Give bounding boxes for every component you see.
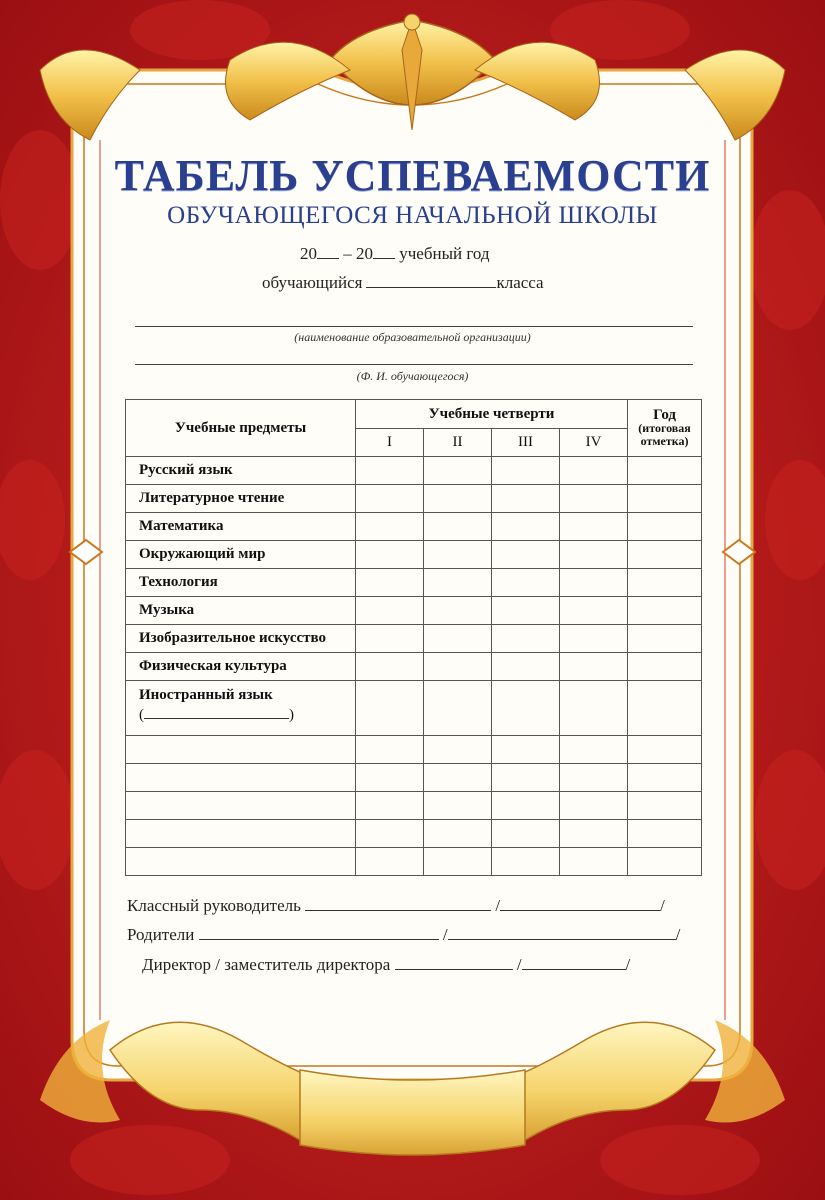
grade-cell[interactable] — [356, 653, 424, 681]
grade-cell[interactable] — [492, 457, 560, 485]
grade-cell[interactable] — [424, 625, 492, 653]
school-year-line — [300, 244, 490, 264]
grade-cell[interactable] — [356, 681, 424, 736]
director-signature-line — [142, 955, 630, 975]
grade-cell[interactable] — [356, 820, 424, 848]
table-row — [126, 597, 702, 625]
year-start-blank[interactable] — [317, 244, 339, 259]
parents-signature-line — [127, 925, 680, 945]
table-row — [126, 457, 702, 485]
grade-cell[interactable] — [628, 681, 702, 736]
year-header-note: (итоговая отметка) — [638, 420, 691, 448]
grades-table — [125, 399, 702, 876]
grade-cell[interactable] — [492, 820, 560, 848]
grade-cell[interactable] — [492, 653, 560, 681]
grade-cell[interactable] — [628, 653, 702, 681]
quarter-4-header: IV — [560, 429, 628, 457]
grade-cell[interactable] — [424, 485, 492, 513]
class-prefix: обучающийся — [262, 273, 363, 292]
class-line — [262, 273, 544, 293]
grade-cell[interactable] — [628, 848, 702, 876]
subject-label: Окружающий мир — [126, 541, 356, 569]
table-row — [126, 681, 702, 736]
year-header-label: Год — [653, 406, 676, 423]
grade-cell[interactable] — [356, 736, 424, 764]
subject-blank-cell[interactable] — [126, 792, 356, 820]
grade-cell[interactable] — [628, 820, 702, 848]
class-blank[interactable] — [366, 273, 496, 288]
table-row-empty — [126, 848, 702, 876]
quarter-1-header: I — [356, 429, 424, 457]
language-blank[interactable] — [144, 704, 289, 719]
grade-cell[interactable] — [424, 653, 492, 681]
year-end-blank[interactable] — [373, 244, 395, 259]
paren-close: ) — [289, 707, 294, 723]
subject-blank-cell[interactable] — [126, 848, 356, 876]
table-row-empty — [126, 792, 702, 820]
separator: / — [516, 955, 522, 974]
document-title: ТАБЕЛЬ УСПЕВАЕМОСТИ — [114, 151, 711, 200]
year-header — [628, 400, 702, 457]
grade-cell[interactable] — [424, 736, 492, 764]
grade-cell[interactable] — [492, 792, 560, 820]
grade-cell[interactable] — [356, 848, 424, 876]
document-subtitle: ОБУЧАЮЩЕГОСЯ НАЧАЛЬНОЙ ШКОЛЫ — [167, 202, 658, 229]
grade-cell[interactable] — [628, 764, 702, 792]
grade-cell[interactable] — [560, 485, 628, 513]
subject-label: Русский язык — [126, 457, 356, 485]
grade-cell[interactable] — [560, 820, 628, 848]
grade-cell[interactable] — [560, 541, 628, 569]
foreign-language-label: Иностранный язык — [139, 687, 273, 703]
separator: / — [442, 925, 448, 944]
year-suffix: учебный год — [399, 244, 490, 263]
grade-cell[interactable] — [628, 485, 702, 513]
grade-cell[interactable] — [628, 792, 702, 820]
grade-cell[interactable] — [356, 457, 424, 485]
grade-cell[interactable] — [356, 597, 424, 625]
teacher-signature-line — [127, 896, 665, 916]
grade-cell[interactable] — [492, 681, 560, 736]
separator: / — [660, 896, 665, 915]
director-label: Директор / заместитель директора — [142, 955, 391, 974]
director-name-blank[interactable] — [522, 955, 626, 970]
grade-cell[interactable] — [424, 681, 492, 736]
teacher-name-blank[interactable] — [500, 896, 660, 911]
quarter-2-header: II — [424, 429, 492, 457]
grade-cell[interactable] — [356, 792, 424, 820]
grade-cell[interactable] — [424, 457, 492, 485]
foreign-language-name-field[interactable] — [139, 704, 355, 724]
table-row — [126, 513, 702, 541]
grade-cell[interactable] — [356, 764, 424, 792]
class-suffix: класса — [496, 273, 544, 292]
subject-blank-cell[interactable] — [126, 820, 356, 848]
org-caption: (наименование образовательной организации) — [294, 330, 531, 344]
grade-cell[interactable] — [424, 764, 492, 792]
grade-cell[interactable] — [424, 569, 492, 597]
parents-name-blank[interactable] — [448, 925, 676, 940]
quarters-header: Учебные четверти — [356, 400, 628, 429]
grade-cell[interactable] — [628, 513, 702, 541]
separator: / — [495, 896, 501, 915]
grade-cell[interactable] — [560, 681, 628, 736]
separator: / — [675, 925, 681, 944]
grade-cell[interactable] — [356, 485, 424, 513]
grade-cell[interactable] — [628, 597, 702, 625]
student-caption: (Ф. И. обучающегося) — [356, 369, 469, 383]
grade-cell[interactable] — [560, 625, 628, 653]
grade-cell[interactable] — [492, 848, 560, 876]
grade-cell[interactable] — [424, 541, 492, 569]
grade-cell[interactable] — [356, 541, 424, 569]
grade-cell[interactable] — [492, 736, 560, 764]
parents-label: Родители — [127, 925, 195, 944]
table-row-empty — [126, 764, 702, 792]
grade-cell[interactable] — [424, 820, 492, 848]
grade-cell[interactable] — [560, 569, 628, 597]
table-row — [126, 625, 702, 653]
grade-cell[interactable] — [628, 541, 702, 569]
table-row — [126, 653, 702, 681]
grade-cell[interactable] — [492, 513, 560, 541]
director-signature-blank[interactable] — [395, 955, 513, 970]
subjects-header: Учебные предметы — [126, 400, 356, 457]
table-row — [126, 485, 702, 513]
grade-cell[interactable] — [424, 513, 492, 541]
table-header-row — [126, 400, 702, 429]
student-name-field[interactable] — [135, 364, 693, 365]
grade-cell[interactable] — [628, 569, 702, 597]
subject-label: Математика — [126, 513, 356, 541]
grade-cell[interactable] — [560, 597, 628, 625]
grade-cell[interactable] — [560, 792, 628, 820]
grade-cell[interactable] — [492, 597, 560, 625]
paren-open: ( — [139, 707, 144, 723]
grade-cell[interactable] — [560, 457, 628, 485]
subject-label: Музыка — [126, 597, 356, 625]
foreign-language-cell — [126, 681, 356, 736]
grade-cell[interactable] — [560, 736, 628, 764]
table-row — [126, 541, 702, 569]
table-row — [126, 569, 702, 597]
grade-cell[interactable] — [492, 485, 560, 513]
parents-signature-blank[interactable] — [199, 925, 439, 940]
table-row-empty — [126, 736, 702, 764]
org-name-field[interactable] — [135, 326, 693, 327]
subject-label: Технология — [126, 569, 356, 597]
grade-cell[interactable] — [356, 625, 424, 653]
subject-blank-cell[interactable] — [126, 764, 356, 792]
grade-cell[interactable] — [628, 736, 702, 764]
teacher-label: Классный руководитель — [127, 896, 301, 915]
grade-cell[interactable] — [560, 653, 628, 681]
grade-cell[interactable] — [492, 764, 560, 792]
year-dash: – 20 — [343, 244, 373, 263]
grade-cell[interactable] — [628, 625, 702, 653]
grade-cell[interactable] — [560, 513, 628, 541]
quarter-3-header: III — [492, 429, 560, 457]
separator: / — [625, 955, 631, 974]
grade-cell[interactable] — [560, 848, 628, 876]
teacher-signature-blank[interactable] — [305, 896, 491, 911]
subject-label: Изобразительное искусство — [126, 625, 356, 653]
table-row-empty — [126, 820, 702, 848]
subject-label: Физическая культура — [126, 653, 356, 681]
grade-cell[interactable] — [492, 541, 560, 569]
grade-cell[interactable] — [356, 513, 424, 541]
grade-cell[interactable] — [560, 764, 628, 792]
grade-cell[interactable] — [492, 569, 560, 597]
subject-blank-cell[interactable] — [126, 736, 356, 764]
year-prefix: 20 — [300, 244, 317, 263]
grade-cell[interactable] — [492, 625, 560, 653]
grade-cell[interactable] — [424, 597, 492, 625]
grade-cell[interactable] — [356, 569, 424, 597]
grade-cell[interactable] — [424, 848, 492, 876]
grade-cell[interactable] — [424, 792, 492, 820]
subject-label: Литературное чтение — [126, 485, 356, 513]
grade-cell[interactable] — [628, 457, 702, 485]
